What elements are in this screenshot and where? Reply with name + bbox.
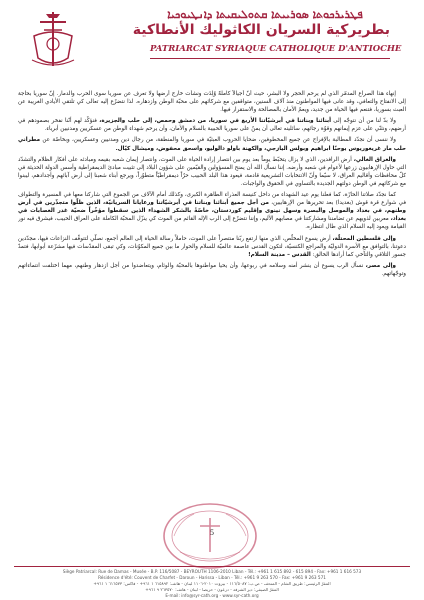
footer-address-ar: المقرّ الرئيسي: طريق الشام - المتحف - ص.ب: ١١٦/٥٠٨٧ - بيروت ٢٠١٠-١١٠٦ لبنان - هاتف: ٦١٥٨٩٢ ١ ٩٦١+ - فاكس: ٦١٦٥٧٣ ١ ٩٦١+ xyxy=(93,581,331,586)
arabic-title: بطريركية السريان الكاثوليك الأنطاكية xyxy=(132,22,390,38)
patriarchate-coat-of-arms-icon xyxy=(24,8,82,70)
footer-divider xyxy=(14,566,410,567)
jerusalem-quote: القدس – مدينة السلام! xyxy=(248,251,311,258)
paragraph-iraq-prayer: كما نجدّد صلاتنا الحارّة، كما فعلنا يوم عيد الشهداء من داخل كنيسة العذراء الطاهرة الكبرى، وكذلك أمام الآلاف من الجموع التي شاركنا معها في المسيرة والتطواف في شوارع قرة قوش (بغديدا) بعد تحريرها من الإرهابيين، من أجل جميع أبنائنا وبناتنا في أبرشيّاتنا ورعايانا السريانيّة، الذين ظلّوا متجذّرين في أرض وطنهم، في بغداد والموصل والبصرة وسهل نينوى وإقليم كوردستان، خاصّةً بالشكر الشهداء الذين سقطوا مؤخّراً ضحيّة غدر العصابات في بغداد، معربين لذويهم عن تضامننا ومشاركتنا في مصابهم الأليم، وإننا نتضرّع إلى الرب الإله القائم من الموت كي ينزّل المحبّة الكاملة على العراق الحبيب، فيشرق فيه نور القيامة ويعود إليه السلام الذي طال انتظاره. xyxy=(18,192,406,231)
footer-summer-residence-ar: المقرّ الصيفي: دير الشرفة - درعون - حريصا - لبنان - هاتف: ٢٦٣٥٧٠ ٩ ٩٦١+ xyxy=(145,587,279,592)
kidnapped-names-emphasis: مطراني حلب مار غريغوريوس يوحنّا ابراهيم وبولس اليازجي، والكهنة باولو دالوليو، واسحق محفوض، وميشال كيّال. xyxy=(18,137,406,152)
paragraph-iraq: والعراق الغالي، أرض الرافدين، الذي لا يزال يتخبّط يوماً بعد يوم بين انتصار إرادة الحياة على الموت، وانتصار إيمان شعبه بقيمه ومبادئه على أفكار الظلام والتشدّد التي حاول الإرهابيون زرعها لأعوام في شعبه وأرضه. إننا نسأل الله أن يمنح المسؤولين والقيّمين على شؤون البلاد إلى تثبيت مبادئ الديمقراطية وأسس الدولة الحديثة في كلّ محافظات وأقاليم العراق، لا سيّما وأنّ الانتخابات التشريعية قادمة، فيعود هذا البلد الحبيب حرّاً ديمقراطيّاً متطوّراً، ويرجع أبناء شعبنا إلى أرض آبائهم وأجدادهم، ليبنوا مع شركائهم في الوطن دولتهم الجديدة بالتساوي في الحقوق والواجبات. xyxy=(18,156,406,187)
paragraph-syria-dioceses: ولا بدّ لنا من أن نتوجّه إلى أبنائنا وبناتنا في أبرشيّاتنا الأربع في سوريا، من دمشق وحمص، إلى حلب والجزيرة، فنؤكّد لهم أنّنا نفخر بصمودهم في أرضهم، ونثنّي على عزم إيمانهم وقوّة رجائهم، سائلينه تعالى أن يمنّ على سوريا الحبيبة بالسلام والأمان، وأن يرحم شهداء الوطن من عسكريين ومدنيين أبرياء. xyxy=(18,118,406,133)
iraq-heading: والعراق الغالي، xyxy=(353,156,396,163)
footer-contact: E-mail: info@syr-cath.org - www.syr-cath.org xyxy=(165,593,259,598)
letter-body xyxy=(18,90,406,510)
letterhead-footer xyxy=(0,566,424,600)
martyrs-emphasis: خاصّةً بالشكر الشهداء الذين سقطوا مؤخّراً ضحيّة غدر العصابات في بغداد، xyxy=(18,208,406,223)
egypt-heading: وإلى مصر، xyxy=(365,262,396,269)
letterhead xyxy=(0,0,424,82)
iraq-dioceses-emphasis: من أجل جميع أبنائنا وبناتنا في أبرشيّاتنا ورعايانا السريانيّة، الذين ظلّوا متجذّرين في أرض وطنهم، في بغداد والموصل والبصرة وسهل نينوى وإقليم كوردستان، xyxy=(18,200,406,215)
page-number: 5 xyxy=(209,529,215,537)
footer-summer-residence-fr: Résidence d'été: Couvent de Charfet - Daroun - Harissa - Liban - Tél.: +961 9 263 570 - Fax: +961 9 263 571 xyxy=(98,575,326,580)
header-divider xyxy=(150,58,390,59)
paragraph-syria-conflict: إنهاء هذا الصراع المدمّر الذي لم يرحم الحجر ولا البشر، حيث أنّ أجيالاً كاملةً وُلِدَت ونشأت خارج أرضها ولا تعرف عن سوريا سوى الحرب والدمار. إنّ سوريا بحاجة إلى الانفتاح والتعافي، وقد عانى فيها المواطنون منذ آلاف السنين، متواقفين مع شركائهم على محبّة الوطن وازدهاره. لذا نتضرّع إليه تعالى كي تلتقي الأيادي الغريبة عن العبث بسوريا، فتنعم فيها الحياة من جديد، ويعمّ الأمان بالمصالحة والاستقرار فيها. xyxy=(18,91,406,114)
syria-dioceses-emphasis: أبنائنا وبناتنا في أبرشيّاتنا الأربع في سوريا، من دمشق وحمص، إلى حلب والجزيرة، xyxy=(99,118,331,125)
footer-address-fr: Siège Patriarcal: Rue de Damas - Musée - B.P. 116/5087 - BEYROUTH 1106-2010 Liban - Tél.: +961 1 615 892 - 615 894 - Fax: +961 1 616 573 xyxy=(62,569,362,574)
paragraph-egypt: وإلى مصر، نسأل الرب يسوع أن ينشر أمنه وسلامه في ربوعها، وأن يحيا مواطنوها بالمحبّة والوئام، ويتعاضدوا من أجل ازدهار وطنهم، مهما اختلفت انتماءاتهم وتوجّهاتهم. xyxy=(18,262,406,277)
paragraph-palestine: وإلى فلسطين المحتلّة، أرض يسوع المخلّص، الذي منها ارتفع ربّنا منتصراً على الموت، حاملاً رسالة الحياة إلى العالم أجمع، نصلّي لتتوقّف النزاعات فيها، مجدّدين دعوتنا، بالتوافق مع الأسرة الدوليّة والمراجع الكنسيّة، لتكون القدس عاصمة عالميّة للسلام والحوار ما بين جميع المكوّنات، وكي تبقى المقدّسات فيها مشرّعة أبوابها، فتمدّ جسور التلاقي والتآخي كما أرادها الخالق: القدس – مدينة السلام! xyxy=(18,235,406,258)
syriac-title: ܦܛܪܝܪܟܘܬܐ ܣܘܪܝܝܬܐ ܩܬܘܠܝܩܝܬܐ ܕܐܢܛܝܘܟܝܐ xyxy=(167,8,363,21)
french-title: PATRIARCAT SYRIAQUE CATHOLIQUE D'ANTIOCHE xyxy=(150,44,402,54)
paragraph-kidnapped: ولا ننسى أن نجدّد المطالبة بالإفراج عن جميع المخطوفين، ضحايا الحروب العبثيّة في سوريا والمنطقة، من رجال دين ومدنيين وعسكريين، وبخاصّة عن مطراني حلب مار غريغوريوس يوحنّا ابراهيم وبولس اليازجي، والكهنة باولو دالوليو، واسحق محفوض، وميشال كيّال. xyxy=(18,137,406,152)
palestine-heading: وإلى فلسطين المحتلّة، xyxy=(332,235,396,242)
